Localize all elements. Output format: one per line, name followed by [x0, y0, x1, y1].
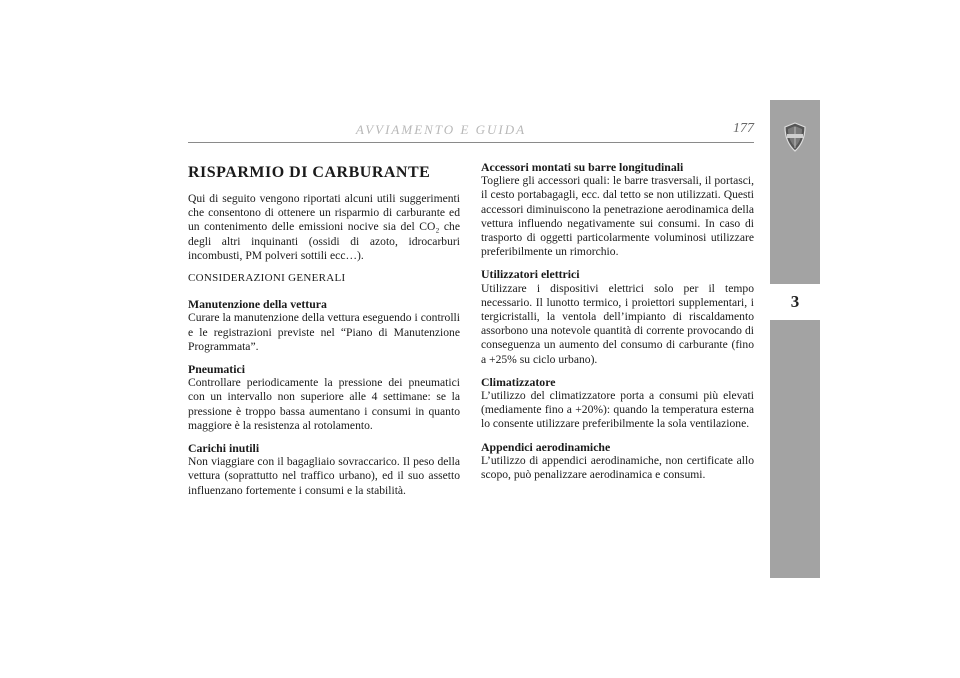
section-text: L’utilizzo di appendici aerodinamiche, non certificate allo scopo, può penalizzare aerodinamica e consumi. — [481, 453, 754, 482]
right-section — [481, 440, 754, 483]
section-text: Controllare periodicamente la pressione dei pneumatici con un intervallo non superiore alle 4 settimane: se la pressione è troppo bassa aumentano i consumi in quanto maggiore è la resistenza al rotolamento. — [188, 376, 460, 432]
intro-paragraph: Qui di seguito vengono riportati alcuni utili suggerimenti che consentono di ottenere un risparmio di carburante ed un contenimento delle emissioni nocive sia del CO₂ che degli altri inquinanti (ossidi di azoto, idrocarburi incombusti, PM polveri sottili ecc…). — [188, 192, 460, 262]
left-section — [188, 362, 460, 433]
main-title: RISPARMIO DI CARBURANTE — [188, 164, 431, 181]
chapter-number: 3 — [770, 284, 820, 320]
right-section — [481, 375, 754, 432]
section-text: Utilizzare i dispositivi elettrici solo per il tempo necessario. Il lunotto termico, i proiettori supplementari, i tergicristalli, la ventola dell’impianto di riscaldamento assorbono una notevole quantità di corrente provocando di conseguenza un aumento del consumo di carburante (fino a +25% su ciclo urbano). — [481, 281, 754, 366]
section-heading: Climatizzatore — [481, 374, 556, 389]
header-rule — [188, 142, 754, 143]
section-heading: Utilizzatori elettrici — [481, 267, 580, 282]
general-heading: CONSIDERAZIONI GENERALI — [188, 272, 346, 285]
section-text: Non viaggiare con il bagagliaio sovraccarico. Il peso della vettura (soprattutto nel traffico urbano), ed il suo assetto influenzano fortemente i consumi e la stabilità. — [188, 455, 460, 497]
right-column — [481, 160, 754, 490]
page-number: 177 — [733, 121, 754, 136]
left-column — [188, 160, 460, 506]
section-text: Curare la manutenzione della vettura eseguendo i controlli e le registrazioni previste nel “Piano di Manutenzione Programmata”. — [188, 311, 460, 353]
section-text: Togliere gli accessori quali: le barre trasversali, il portasci, il cesto portabagagli, ecc. dal tetto se non utilizzati. Questi accessori diminuiscono la penetrazione aerodinamica della vettura influendo negativamente sui consumi. In caso di trasporto di oggetti particolarmente voluminosi utilizzare preferibilmente un rimorchio. — [481, 174, 754, 259]
chapter-tab — [770, 100, 820, 578]
right-section — [481, 160, 754, 259]
left-section — [188, 297, 460, 354]
section-heading: Manutenzione della vettura — [188, 297, 327, 312]
page-header — [188, 120, 754, 144]
section-heading: Carichi inutili — [188, 441, 260, 456]
left-section — [188, 441, 460, 498]
running-section-title: AVVIAMENTO E GUIDA — [355, 122, 527, 137]
section-text: L’utilizzo del climatizzatore porta a consumi più elevati (mediamente fino a +20%): quando la temperatura esterna lo consente utilizzare preferibilmente la sola ventilazione. — [481, 389, 754, 431]
section-heading: Appendici aerodinamiche — [481, 439, 611, 454]
section-heading: Pneumatici — [188, 362, 246, 377]
right-section — [481, 267, 754, 366]
section-heading: Accessori montati su barre longitudinali — [481, 160, 684, 174]
lancia-shield-icon — [783, 122, 807, 152]
